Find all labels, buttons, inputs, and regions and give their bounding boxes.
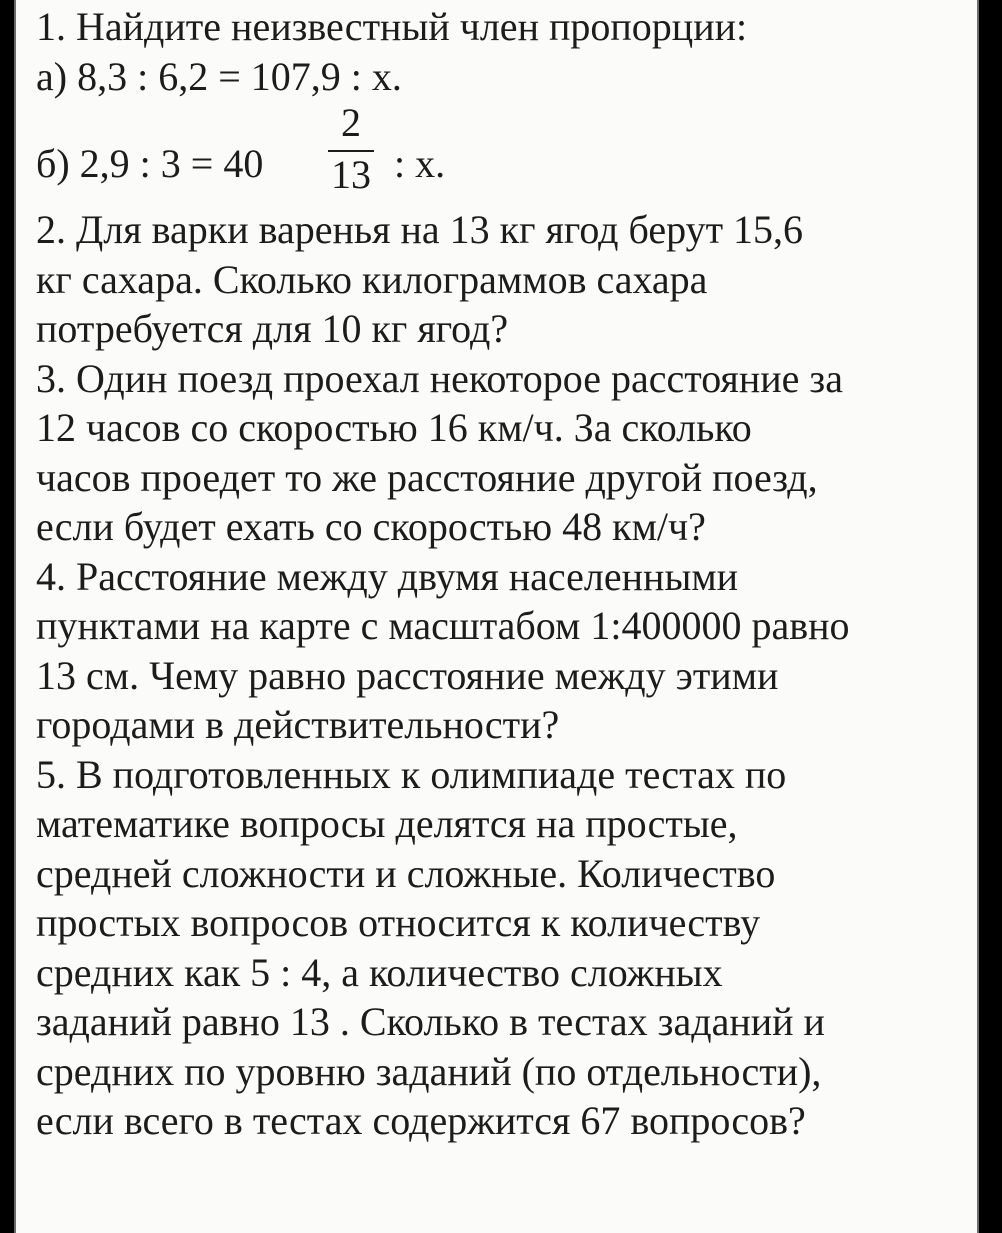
task3-line: часов проедет то же расстояние другой поезд, xyxy=(36,454,818,500)
task2-line: 2. Для варки варенья на 13 кг ягод берут 15,6 xyxy=(36,207,804,252)
task4-line: 13 см. Чему равно расстояние между этими xyxy=(36,652,779,698)
fraction-numerator: 2 xyxy=(341,100,361,145)
task1-part-b-suffix: : х. xyxy=(394,141,446,186)
task4-line: пунктами на карте с масштабом 1:400000 равно xyxy=(36,603,850,648)
task5-line: математике вопросы делятся на простые, xyxy=(36,801,738,846)
task4-line: городами в действительности? xyxy=(36,702,560,747)
task1-part-a: а) 8,3 : 6,2 = 107,9 : х. xyxy=(36,53,402,99)
task2-line: кг сахара. Сколько килограммов сахара xyxy=(36,256,708,302)
task3-line: 12 часов со скоростью 16 км/ч. За сколько xyxy=(36,405,752,450)
task1-title: 1. Найдите неизвестный член пропорции: xyxy=(36,4,748,49)
task5-line: заданий равно 13 . Сколько в тестах заданий и xyxy=(36,999,825,1044)
task1-part-b xyxy=(36,101,966,205)
task5-line: средних по уровню заданий (по отдельности), xyxy=(36,1048,822,1094)
task5-line: простых вопросов относится к количеству xyxy=(36,900,761,945)
task5-line: средней сложности и сложные. Количество xyxy=(36,850,776,896)
task2-line: потребуется для 10 кг ягод? xyxy=(36,306,509,351)
task5-line: 5. В подготовленных к олимпиаде тестах по xyxy=(36,751,787,797)
task3-line: 3. Один поезд проехал некоторое расстояние за xyxy=(36,355,843,401)
worksheet-content xyxy=(36,2,966,1146)
task5-line: если всего в тестах содержится 67 вопросов? xyxy=(36,1098,806,1143)
task1-part-b-prefix: б) 2,9 : 3 = 40 xyxy=(36,141,264,186)
task3-line: если будет ехать со скоростью 48 км/ч? xyxy=(36,504,706,549)
worksheet-page xyxy=(14,0,979,1233)
task5-line: средних как 5 : 4, а количество сложных xyxy=(36,949,723,995)
task4-line: 4. Расстояние между двумя населенными xyxy=(36,553,739,599)
fraction-denominator: 13 xyxy=(331,152,371,197)
